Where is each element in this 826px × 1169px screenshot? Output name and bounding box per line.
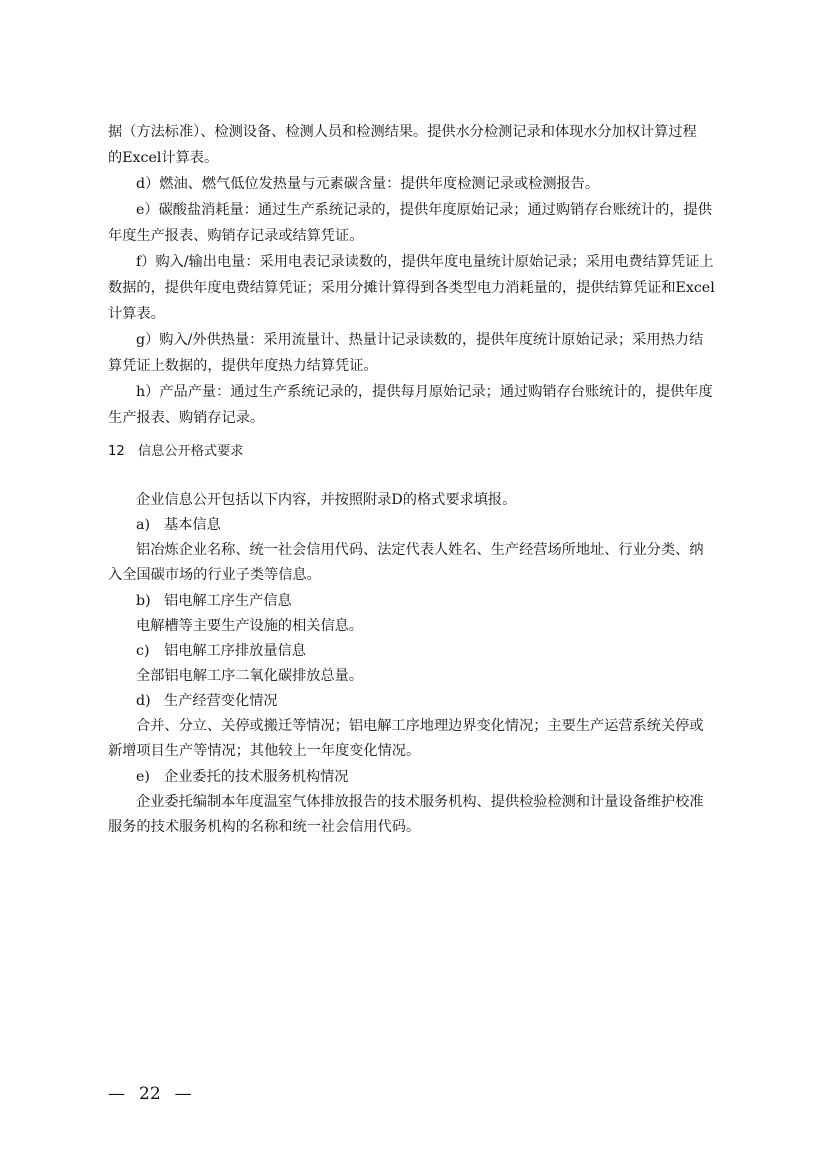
item-a-desc: 铝冶炼企业名称、统一社会信用代码、法定代表人姓名、生产经营场所地址、行业分类、纳 (136, 542, 704, 558)
list-item-h: h）产品产量：通过生产系统记录的，提供每月原始记录；通过购销存台账统计的，提供年度 (136, 384, 713, 400)
section-heading (108, 440, 244, 464)
item-label: b) (136, 593, 151, 609)
footer-dash-left: — (108, 1084, 125, 1104)
item-label: c) (136, 643, 150, 659)
item-label: d) (136, 693, 151, 709)
list-item-e-cont: 年度生产报表、购销存记录或结算凭证。 (108, 228, 364, 244)
page-footer (108, 1082, 192, 1106)
item-a-title (136, 513, 221, 537)
item-title: 铝电解工序排放量信息 (164, 643, 306, 659)
list-item-h-cont: 生产报表、购销存记录。 (108, 410, 265, 426)
page-number: 22 (139, 1084, 161, 1104)
footer-dash-right: — (174, 1084, 192, 1104)
item-c-title (136, 639, 306, 663)
item-d-desc-cont: 新增项目生产等情况；其他较上一年度变化情况。 (108, 743, 421, 759)
section-intro: 企业信息公开包括以下内容，并按照附录D的格式要求填报。 (136, 492, 517, 508)
section-number: 12 (108, 444, 125, 459)
list-item-e: e）碳酸盐消耗量：通过生产系统记录的，提供年度原始记录；通过购销存台账统计的，提供 (136, 202, 712, 218)
paragraph-line: 据（方法标准）、检测设备、检测人员和检测结果。提供水分检测记录和体现水分加权计算过程 (108, 124, 697, 140)
item-c-desc: 全部铝电解工序二氧化碳排放总量。 (136, 668, 364, 684)
list-item-d: d）燃油、燃气低位发热量与元素碳含量：提供年度检测记录或检测报告。 (136, 176, 600, 192)
item-title: 企业委托的技术服务机构情况 (164, 769, 349, 785)
item-label: e) (136, 769, 150, 785)
item-e-title (136, 765, 348, 789)
item-b-title (136, 589, 292, 613)
list-item-g-cont: 算凭证上数据的，提供年度热力结算凭证。 (108, 358, 378, 374)
item-title: 基本信息 (164, 517, 221, 533)
list-item-f: f）购入/输出电量：采用电表记录读数的，提供年度电量统计原始记录；采用电费结算凭证上 (136, 254, 714, 270)
paragraph-line: 的Excel计算表。 (108, 150, 219, 166)
list-item-f-cont: 计算表。 (108, 306, 165, 322)
item-title: 铝电解工序生产信息 (164, 593, 292, 609)
section-title: 信息公开格式要求 (138, 444, 244, 459)
item-label: a) (136, 517, 150, 533)
item-d-title (136, 689, 278, 713)
item-b-desc: 电解槽等主要生产设施的相关信息。 (136, 618, 364, 634)
item-a-desc-cont: 入全国碳市场的行业子类等信息。 (108, 567, 321, 583)
list-item-f-cont: 数据的，提供年度电费结算凭证；采用分摊计算得到各类型电力消耗量的，提供结算凭证和Excel (108, 280, 715, 296)
item-e-desc-cont: 服务的技术服务机构的名称和统一社会信用代码。 (108, 819, 421, 835)
item-d-desc: 合并、分立、关停或搬迁等情况；铝电解工序地理边界变化情况；主要生产运营系统关停或 (136, 718, 704, 734)
list-item-g: g）购入/外供热量：采用流量计、热量计记录读数的，提供年度统计原始记录；采用热力结 (136, 332, 704, 348)
item-e-desc: 企业委托编制本年度温室气体排放报告的技术服务机构、提供检验检测和计量设备维护校准 (136, 794, 704, 810)
item-title: 生产经营变化情况 (164, 693, 278, 709)
